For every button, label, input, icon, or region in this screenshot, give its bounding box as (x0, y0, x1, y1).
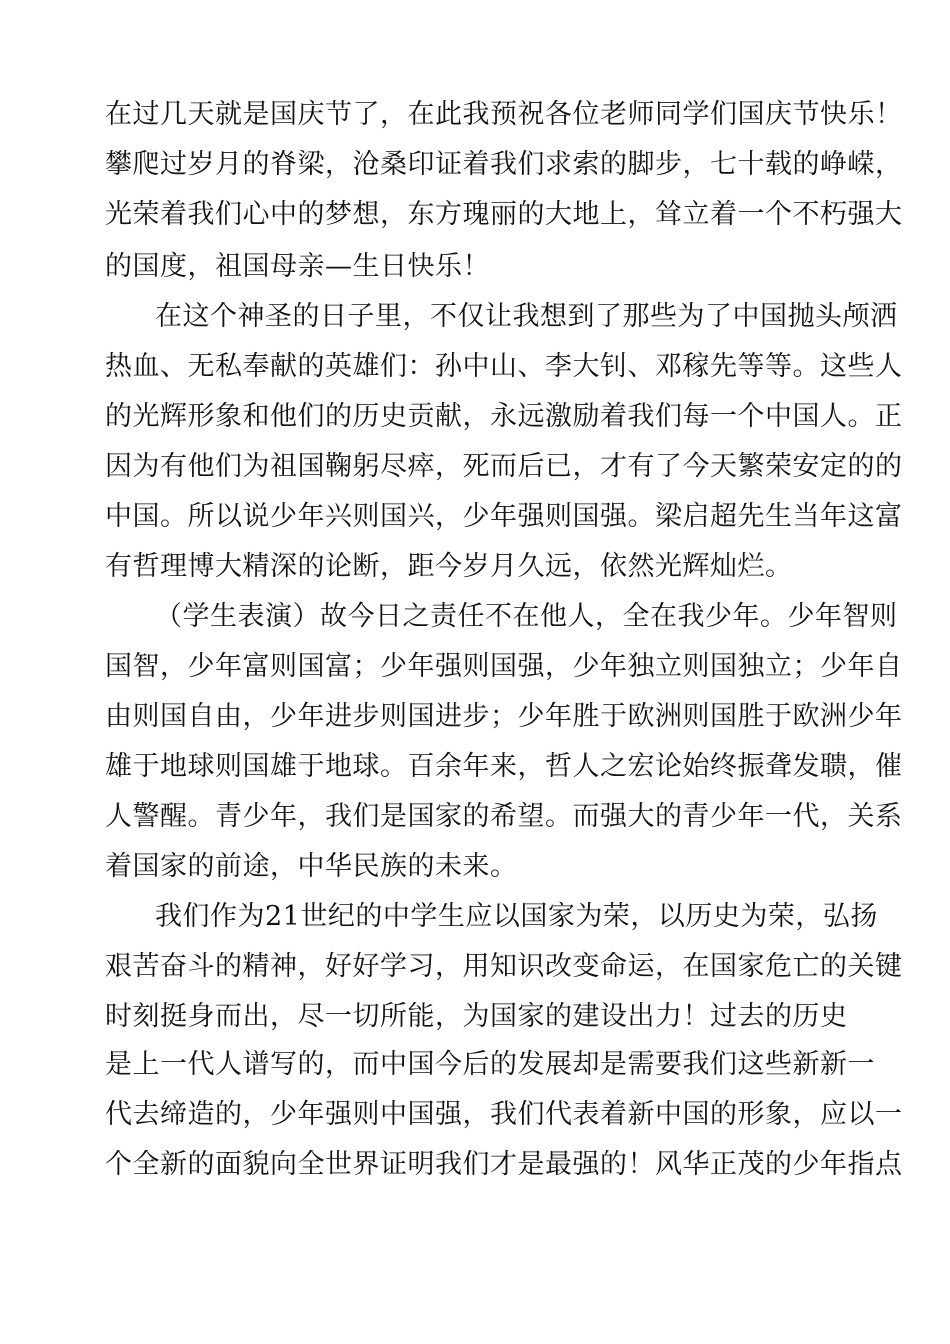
text-line: 中国。所以说少年兴则国兴，少年强则国强。梁启超先生当年这富 (105, 501, 903, 532)
text-line: 的光辉形象和他们的历史贡献，永远激励着我们每一个中国人。正 (105, 401, 903, 432)
text-line: 着国家的前途，中华民族的未来。 (105, 851, 518, 882)
text-line: 攀爬过岁月的脊梁，沧桑印证着我们求索的脚步，七十载的峥嵘， (105, 149, 903, 180)
text-line: 我们作为21世纪的中学生应以国家为荣，以历史为荣，弘扬 (155, 901, 878, 932)
text-line: 个全新的面貌向全世界证明我们才是最强的！风华正茂的少年指点 (105, 1149, 903, 1180)
text-line: （学生表演）故今日之责任不在他人，全在我少年。少年智则 (155, 601, 898, 632)
text-line: 因为有他们为祖国鞠躬尽瘁，死而后已，才有了今天繁荣安定的的 (105, 451, 903, 482)
text-line: 代去缔造的，少年强则中国强，我们代表着新中国的形象，应以一 (105, 1099, 903, 1130)
text-line: 人警醒。青少年，我们是国家的希望。而强大的青少年一代，关系 (105, 801, 903, 832)
text-line: 热血、无私奉献的英雄们：孙中山、李大钊、邓稼先等等。这些人 (105, 351, 903, 382)
text-line: 在过几天就是国庆节了，在此我预祝各位老师同学们国庆节快乐！ (105, 99, 903, 130)
text-line: 光荣着我们心中的梦想，东方瑰丽的大地上，耸立着一个不朽强大 (105, 199, 903, 230)
text-line: 时刻挺身而出，尽一切所能，为国家的建设出力！过去的历史 (105, 1001, 848, 1032)
text-line: 有哲理博大精深的论断，距今岁月久远，依然光辉灿烂。 (105, 551, 793, 582)
text-line: 的国度，祖国母亲—生日快乐！ (105, 251, 490, 282)
text-line: 艰苦奋斗的精神，好好学习，用知识改变命运，在国家危亡的关键 (105, 951, 903, 982)
text-line: 是上一代人谱写的，而中国今后的发展却是需要我们这些新新一 (105, 1049, 875, 1080)
text-line: 雄于地球则国雄于地球。百余年来，哲人之宏论始终振聋发聩，催 (105, 751, 903, 782)
text-line: 国智，少年富则国富；少年强则国强，少年独立则国独立；少年自 (105, 651, 903, 682)
text-line: 在这个神圣的日子里，不仅让我想到了那些为了中国抛头颅洒 (155, 301, 898, 332)
text-line: 由则国自由，少年进步则国进步；少年胜于欧洲则国胜于欧洲少年 (105, 701, 903, 732)
